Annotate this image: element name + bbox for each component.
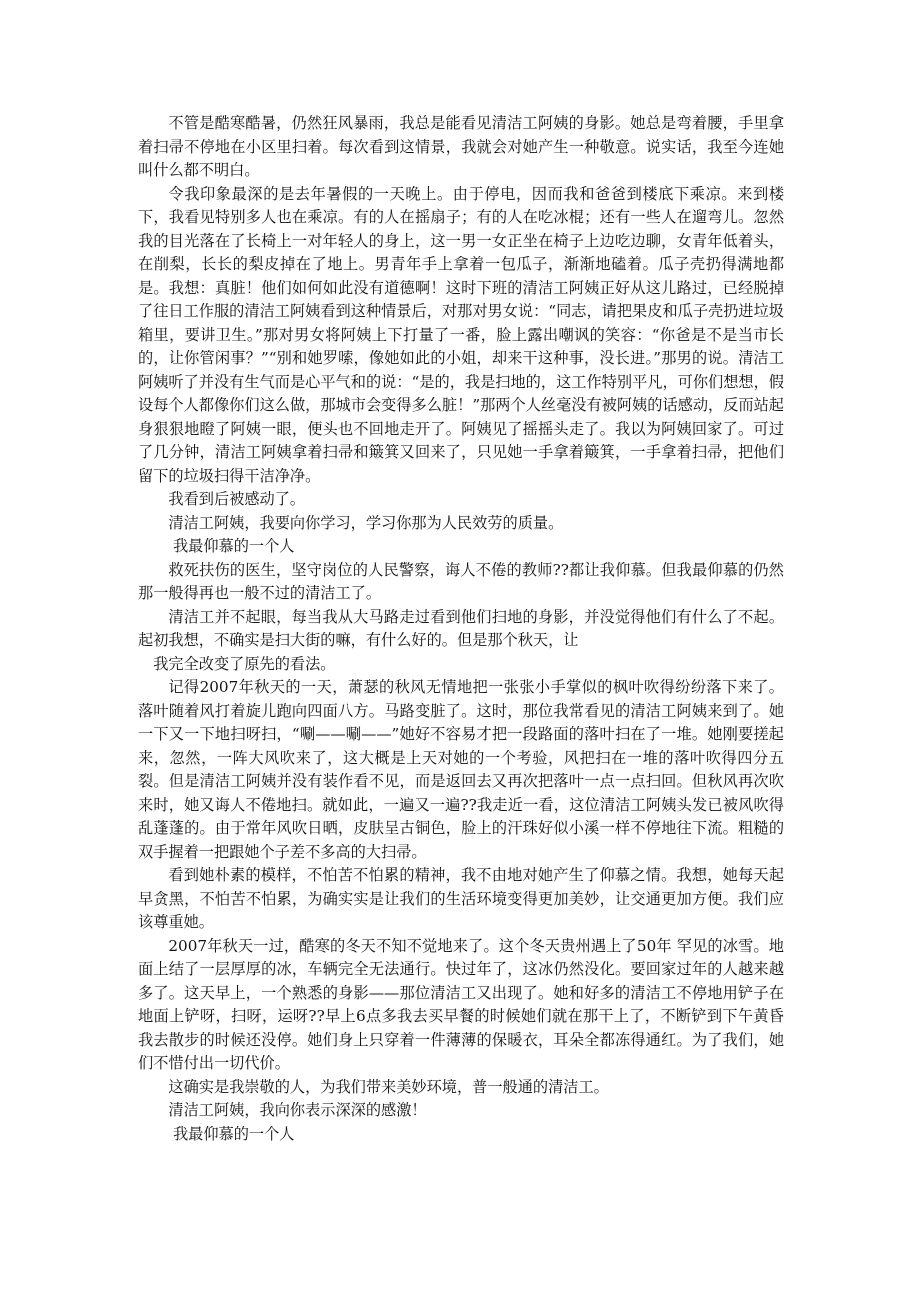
- paragraph: 清洁工阿姨，我要向你学习，学习你那为人民效劳的质量。: [168, 513, 564, 532]
- paragraph: 清洁工并不起眼，每当我从大马路走过看到他们扫地的身影，并没觉得他们有什么了不起。起初我想，不确实是扫大街的嘛，有什么好的。但是那个秋天，让: [138, 607, 784, 649]
- paragraph: 救死扶伤的医生，坚守岗位的人民警察，诲人不倦的教师??都让我仰慕。但我最仰慕的仍然那一般得再也一般不过的清洁工了。: [138, 560, 784, 602]
- paragraph: 我看到后被感动了。: [168, 490, 306, 508]
- paragraph: 看到她朴素的模样，不怕苦不怕累的精神，我不由地对她产生了仰慕之情。我想，她每天起早贪黑，不怕苦不怕累，为确实实是让我们的生活环境变得更加美妙，让交通更加方便。我们应该尊重她。: [138, 866, 784, 931]
- paragraph: 我完全改变了原先的看法。: [153, 654, 336, 673]
- paragraph: 记得2007年秋天的一天，萧瑟的秋风无情地把一张张小手掌似的枫叶吹得纷纷落下来了。落叶随着风打着旋儿跑向四面八方。马路变脏了。这时，那位我常看见的清洁工阿姨来到了。她一下又一下地扫呀扫，“唰——唰——”她好不容易才把一段路面的落叶扫在了一堆。她刚要搓起来，忽然，一阵大风吹来了，这大概是上天对她的一个考验，风把扫在一堆的落叶吹得四分五裂。但是清洁工阿姨并没有装作看不见，而是返回去又再次把落叶一点一点扫回。但秋风再次吹来时，她又诲人不倦地扫。就如此，一遍又一遍??我走近一看，这位清洁工阿姨头发已被风吹得乱蓬蓬的。由于常年风吹日晒，皮肤呈古铜色，脸上的汗珠好似小溪一样不停地往下流。粗糙的双手握着一把跟她个子差不多高的大扫帚。: [138, 678, 784, 861]
- section-heading: 我最仰慕的一个人: [172, 537, 295, 555]
- paragraph: 2007年秋天一过，酷寒的冬天不知不觉地来了。这个冬天贵州遇上了50年 罕见的冰雪。地面上结了一层厚厚的冰，车辆完全无法通行。快过年了，这冰仍然没化。要回家过年的人越来越多了。这天早上，一个熟悉的身影——那位清洁工又出现了。她和好多的清洁工不停地用铲子在地面上铲呀，扫呀，运呀??早上6点多我去买早餐的时候她们就在那干上了，不断铲到下午黄昏我去散步的时候还没停。她们身上只穿着一件薄薄的保暖衣，耳朵全都冻得通红。为了我们，她们不惜付出一切代价。: [138, 936, 784, 1072]
- section-heading: 我最仰慕的一个人: [172, 1124, 295, 1143]
- paragraph: 不管是酷寒酷暑，仍然狂风暴雨，我总是能看见清洁工阿姨的身影。她总是弯着腰，手里拿着扫帚不停地在小区里扫着。每次看到这情景，我就会对她产生一种敬意。说实话，我至今连她叫什么都不明白。: [138, 114, 784, 179]
- paragraph: 这确实是我崇敬的人，为我们带来美妙环境，普一般通的清洁工。: [168, 1077, 609, 1096]
- document-body: [138, 112, 784, 1146]
- paragraph: 清洁工阿姨，我向你表示深深的感激！: [168, 1101, 427, 1119]
- paragraph: 令我印象最深的是去年暑假的一天晚上。由于停电，因而我和爸爸到楼底下乘凉。来到楼下，我看见特别多人也在乘凉。有的人在摇扇子；有的人在吃冰棍；还有一些人在遛弯儿。忽然我的目光落在了长椅上一对年轻人的身上，这一男一女正坐在椅子上边吃边聊，女青年低着头，在削梨，长长的梨皮掉在了地上。男青年手上拿着一包瓜子，渐渐地磕着。瓜子壳扔得满地都是。我想：真脏！他们如何如此没有道德啊！这时下班的清洁工阿姨正好从这儿路过，已经脱掉了往日工作服的清洁工阿姨看到这种情景后，对那对男女说：“同志，请把果皮和瓜子壳扔进垃圾箱里，要讲卫生。”那对男女将阿姨上下打量了一番，脸上露出嘲讽的笑容：“你爸是不是当市长的，让你管闲事？”“别和她罗嗦，像她如此的小姐，却来干这种事，没长进。”那男的说。清洁工阿姨听了并没有生气而是心平气和的说：“是的，我是扫地的，这工作特别平凡，可你们想想，假设每个人都像你们这么做，那城市会变得多么脏！”那两个人丝毫没有被阿姨的话感动，反而站起身狠狠地瞪了阿姨一眼，便头也不回地走开了。阿姨见了摇摇头走了。我以为阿姨回家了。可过了几分钟，清洁工阿姨拿着扫帚和簸箕又回来了，只见她一手拿着簸箕，一手拿着扫帚，把他们留下的垃圾扫得干洁净净。: [138, 184, 784, 485]
